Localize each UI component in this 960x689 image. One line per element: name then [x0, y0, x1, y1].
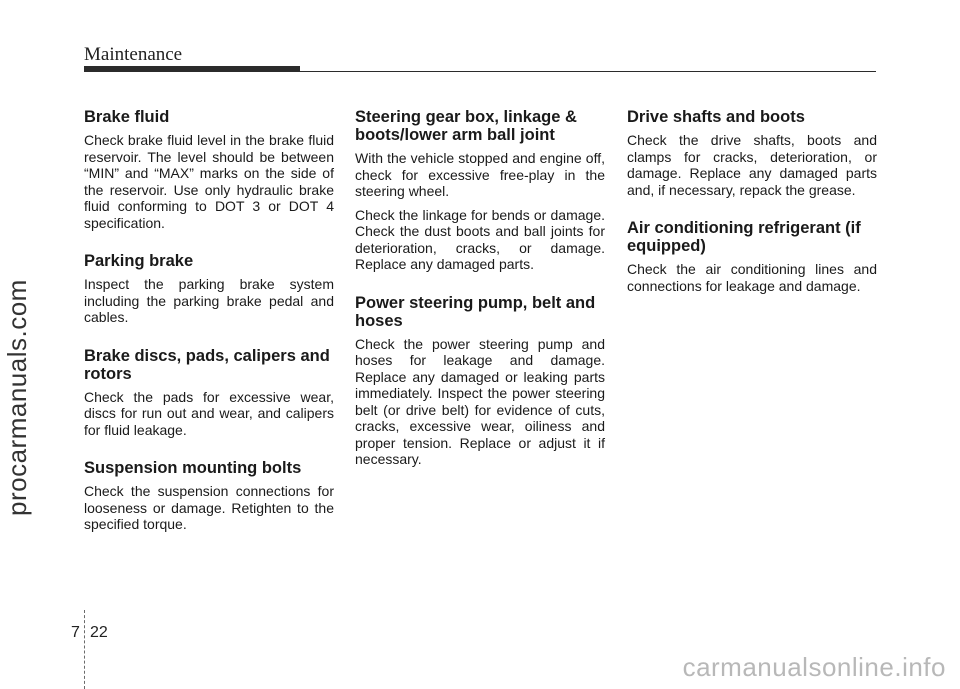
section-title: Drive shafts and boots [627, 108, 805, 126]
section-text: Check the suspension connections for looseness or damage. Retighten to the specified torque. [84, 483, 334, 532]
section-text: Check the air conditioning lines and connections for leakage and damage. [627, 261, 877, 294]
section-title: Suspension mounting bolts [84, 459, 302, 477]
header-rule-thin [300, 71, 876, 72]
header-title: Maintenance [84, 44, 183, 65]
column-3 [627, 108, 877, 315]
side-watermark: procarmanuals.com [2, 279, 32, 516]
column-2 [355, 108, 605, 489]
section-drive-shafts [627, 108, 877, 198]
section-title: Brake fluid [84, 108, 170, 126]
section-text: Check the drive shafts, boots and clamps for cracks, deterioration, or damage. Replace any damaged parts and, if necessary, repack the grease. [627, 132, 877, 198]
section-power-steering [355, 294, 605, 468]
section-suspension-bolts [84, 459, 334, 533]
section-title: Parking brake [84, 252, 194, 270]
section-text: Inspect the parking brake system including the parking brake pedal and cables. [84, 276, 334, 325]
header-rule-thick [84, 66, 300, 72]
section-title: Air conditioning refrigerant (if equipped) [627, 219, 861, 255]
section-title: Steering gear box, linkage & boots/lower arm ball joint [355, 108, 577, 144]
section-text: Check the pads for excessive wear, discs for run out and wear, and calipers for fluid leakage. [84, 388, 334, 438]
section-title: Brake discs, pads, calipers and rotors [84, 346, 330, 383]
page-number: 22 [90, 624, 108, 641]
section-air-conditioning [627, 219, 877, 294]
section-steering-gear [355, 108, 605, 273]
footer-divider [84, 610, 86, 689]
section-text: Check brake fluid level in the brake fluid reservoir. The level should be between “MIN” and “MAX” marks on the side of the reservoir. Use only hydraulic brake fluid conforming to DOT 3 or DOT 4 specification. [84, 132, 334, 231]
column-1 [84, 108, 334, 554]
section-title: Power steering pump, belt and hoses [355, 293, 596, 330]
bottom-watermark: carmanualsonline.info [682, 652, 946, 682]
section-brake-discs [84, 347, 334, 439]
section-text: Check the power steering pump and hoses for leakage and damage. Replace any damaged or leaking parts immediately. Inspect the power steering belt (or drive belt) for evidence of cuts, cracks, excessive wear, oiliness and proper tension. Replace or adjust it if necessary. [355, 335, 605, 467]
chapter-number: 7 [71, 624, 80, 641]
section-text: Check the linkage for bends or damage. Check the dust boots and ball joints for deterioration, cracks, or damage. Replace any damaged parts. [355, 206, 605, 272]
section-brake-fluid [84, 108, 334, 231]
section-parking-brake [84, 252, 334, 326]
section-text: With the vehicle stopped and engine off, check for excessive free-play in the steering wheel. [355, 150, 605, 199]
